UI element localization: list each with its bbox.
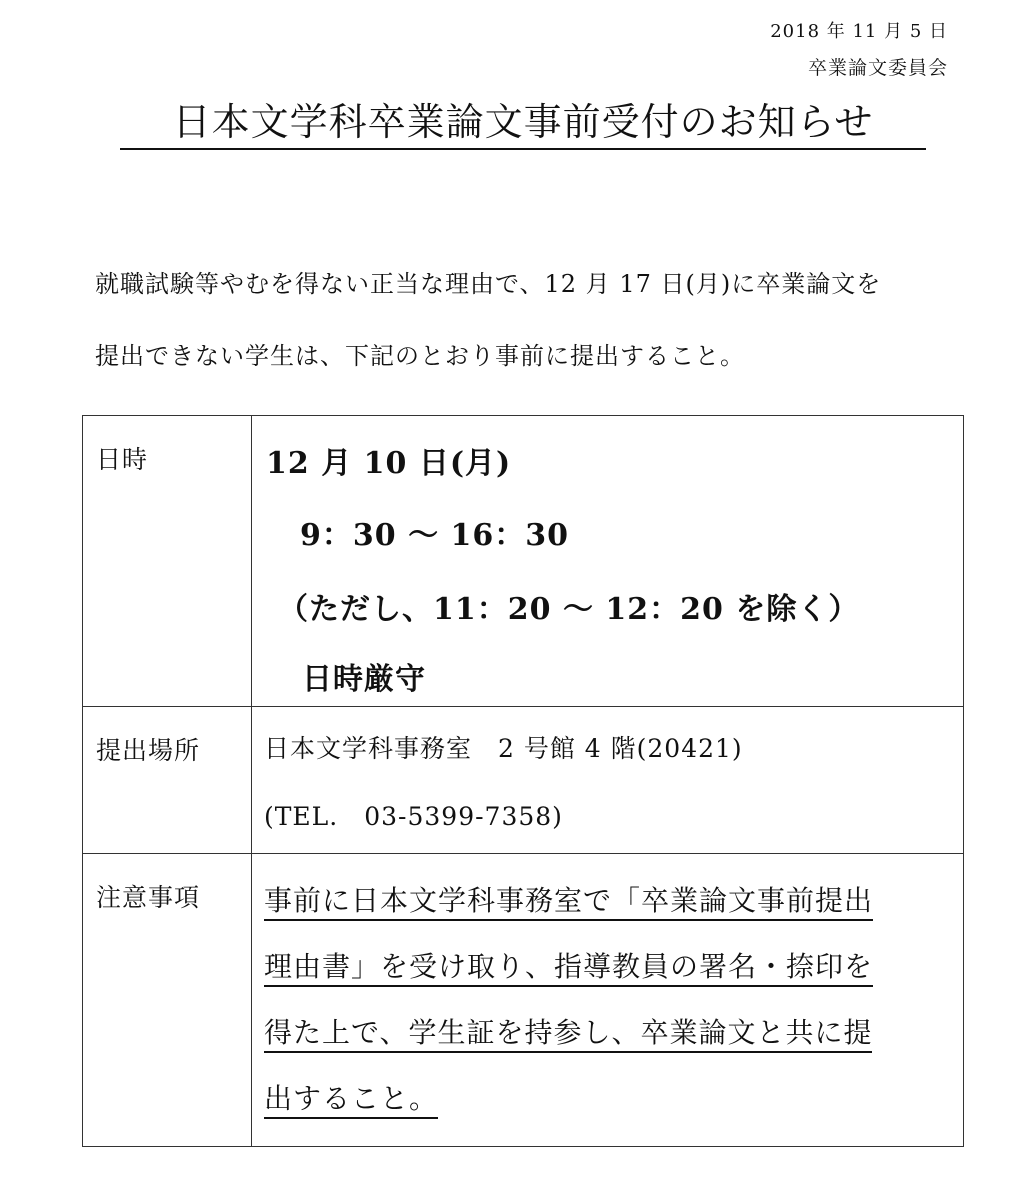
place-telephone: (TEL. 03-5399-7358) bbox=[264, 802, 563, 831]
place-label-cell bbox=[83, 707, 252, 854]
issue-date: 2018 年 11 月 5 日 bbox=[770, 21, 948, 42]
datetime-exception: （ただし、11：20 ～ 12：20 を除く） bbox=[278, 592, 860, 627]
notes-label: 注意事項 bbox=[96, 883, 201, 912]
issuing-committee: 卒業論文委員会 bbox=[807, 57, 948, 79]
intro-line-2: 提出できない学生は、下記のとおり事前に提出すること。 bbox=[95, 342, 745, 370]
notes-line-1: 事前に日本文学科事務室で「卒業論文事前提出 bbox=[264, 884, 873, 921]
place-value-cell bbox=[252, 707, 964, 854]
table-row-notes bbox=[83, 854, 964, 1147]
datetime-date: 12 月 10 日(月) bbox=[266, 446, 512, 481]
intro-paragraph bbox=[95, 248, 975, 392]
page-title: 日本文学科卒業論文事前受付のお知らせ bbox=[172, 100, 874, 144]
datetime-strict-note: 日時厳守 bbox=[302, 662, 426, 697]
datetime-value-cell bbox=[252, 416, 964, 707]
info-table bbox=[82, 415, 964, 1147]
notes-text bbox=[264, 868, 954, 1132]
notes-line-2: 理由書」を受け取り、指導教員の署名・捺印を bbox=[264, 950, 873, 987]
intro-line-1: 就職試験等やむを得ない正当な理由で、12 月 17 日(月)に卒業論文を bbox=[95, 270, 882, 298]
datetime-time: 9：30 ～ 16：30 bbox=[300, 518, 570, 553]
notes-line-3: 得た上で、学生証を持参し、卒業論文と共に提 bbox=[264, 1016, 872, 1053]
datetime-label-cell bbox=[83, 416, 252, 707]
notes-value-cell bbox=[252, 854, 964, 1147]
table-row-place bbox=[83, 707, 964, 854]
title-underline bbox=[120, 148, 926, 150]
place-label: 提出場所 bbox=[96, 736, 201, 765]
datetime-label: 日時 bbox=[96, 445, 149, 474]
notes-line-4: 出すること。 bbox=[264, 1082, 438, 1119]
place-location: 日本文学科事務室 2 号館 4 階(20421) bbox=[264, 734, 743, 763]
table-row-datetime bbox=[83, 416, 964, 707]
notes-label-cell bbox=[83, 854, 252, 1147]
